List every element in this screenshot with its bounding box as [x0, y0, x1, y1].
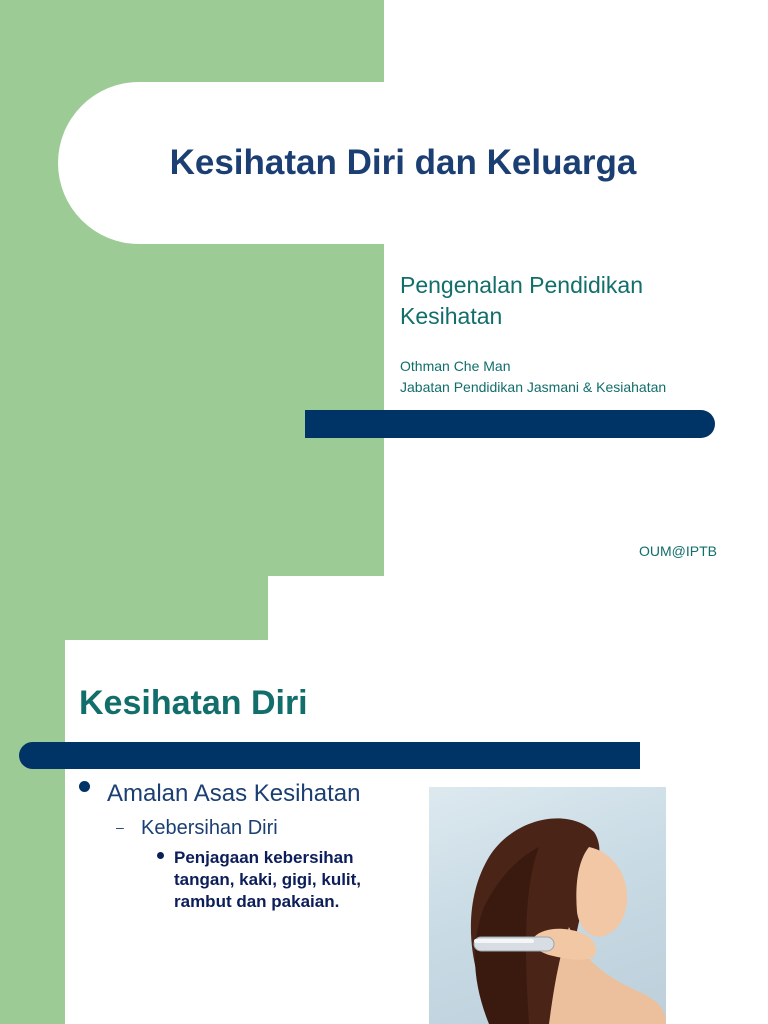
bullet-level-1: Amalan Asas Kesihatan: [107, 780, 361, 807]
slide-subtitle: Pengenalan Pendidikan Kesihatan: [400, 272, 643, 329]
green-panel-top: [0, 576, 268, 640]
green-panel: [0, 576, 65, 1024]
accent-bar: [19, 742, 640, 769]
woman-brushing-hair-photo: [429, 787, 666, 1024]
slide-2: [0, 576, 768, 1024]
bullet-icon: [79, 781, 90, 792]
accent-bar: [305, 410, 715, 438]
author-department: Jabatan Pendidikan Jasmani & Kesiahatan: [400, 379, 667, 395]
slide-title: Kesihatan Diri: [79, 684, 308, 722]
bullet-level-2: Kebersihan Diri: [141, 817, 278, 839]
bullet-level-3: Penjagaan kebersihan tangan, kaki, gigi, kulit, rambut dan pakaian.: [174, 848, 362, 911]
dash-icon: –: [116, 819, 124, 835]
author-block: [400, 356, 666, 398]
slide-footer: OUM@IPTB: [639, 543, 717, 559]
slide-title: Kesihatan Diri dan Keluarga: [169, 143, 637, 182]
photo-illustration: [429, 787, 666, 1024]
bullet-icon: [157, 852, 164, 859]
author-name: Othman Che Man: [400, 358, 511, 374]
